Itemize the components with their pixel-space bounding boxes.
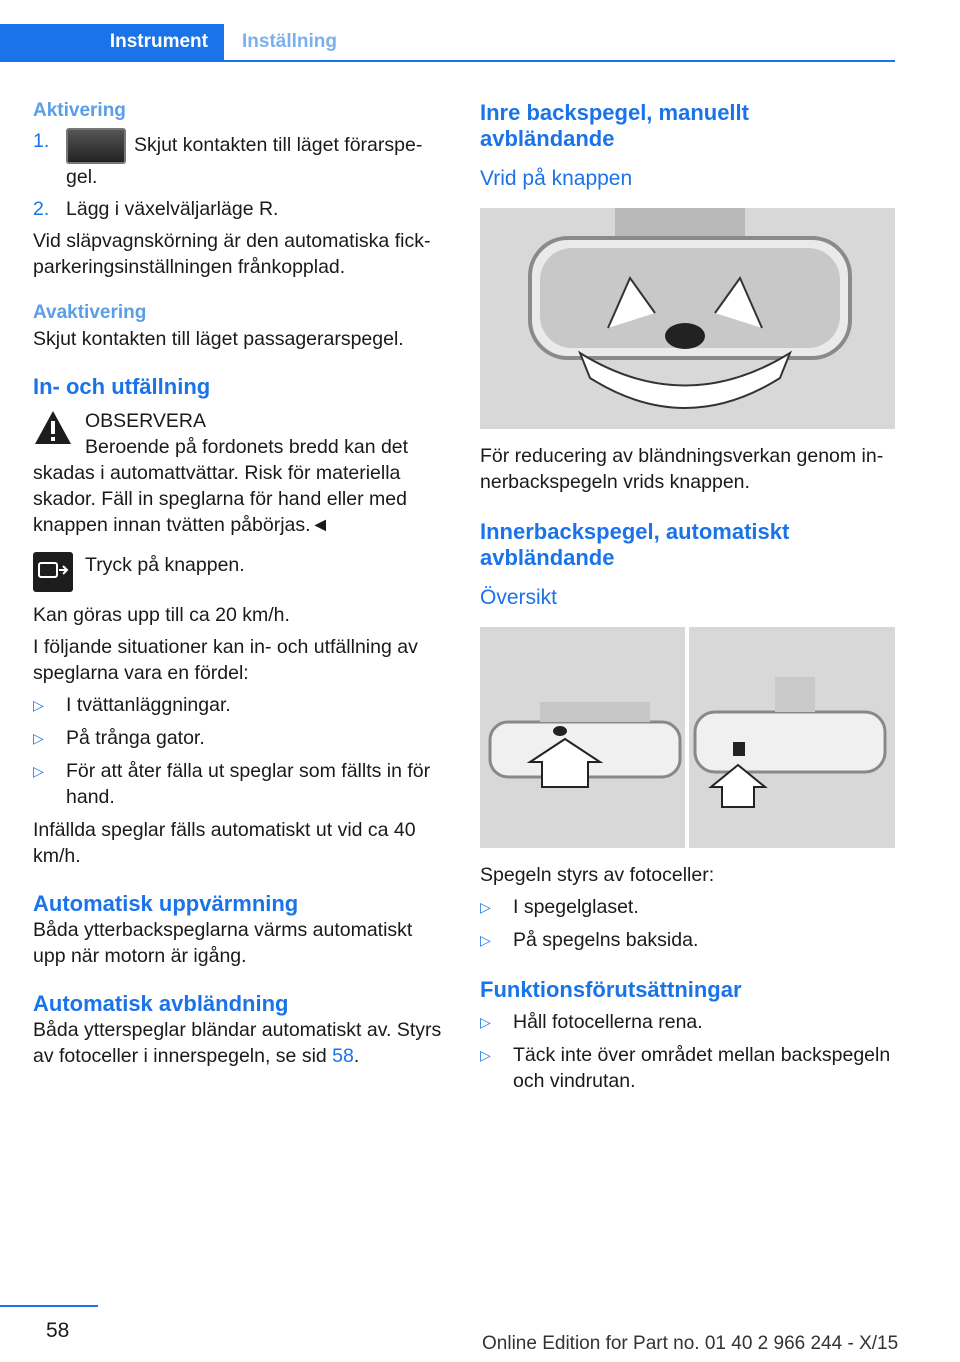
press-text: Tryck på knappen. — [85, 554, 245, 576]
speed-text: Kan göras upp till ca 20 km/h. — [33, 604, 290, 626]
online-edition-text: Online Edition for Part no. 01 40 2 966 244 - X/15 — [482, 1333, 899, 1354]
list-item: ▷ I tvättanläggningar. — [33, 694, 231, 716]
chapter-tabs — [0, 24, 895, 62]
step-number: 1. — [33, 130, 50, 152]
overview-heading: Översikt — [480, 586, 558, 609]
dimming-heading: Automatisk avbländning — [33, 991, 289, 1016]
step-1 — [33, 128, 443, 190]
avaktivering-heading: Avaktivering — [33, 302, 147, 323]
situations-text: I följande situationer kan in- och utfällning av speglarna vara en fördel: — [33, 636, 418, 684]
warning-title: OBSERVERA — [85, 410, 207, 432]
auto-fold-text: Infällda speglar fälls automatiskt ut vid ca 40 km/h. — [33, 819, 416, 867]
manual-dimming-heading: Inre backspegel, manuellt avbländande — [480, 100, 749, 151]
footer-rule — [0, 1305, 98, 1307]
warning-triangle-icon — [33, 408, 73, 448]
list-item: ▷ Täck inte över området mellan backspegeln och vindrutan. — [480, 1044, 891, 1092]
manual-mirror-image — [480, 208, 895, 429]
mirror-switch-icon — [66, 128, 126, 164]
auto-dimming-heading: Innerbackspegel, automatiskt avbländande — [480, 519, 790, 570]
trailer-note: Vid släpvagnskörning är den automatiska fickparkeringsinställningen frånkopplad. — [33, 230, 431, 278]
auto-mirror-image — [480, 627, 895, 848]
left-column — [33, 100, 443, 1069]
bullet-icon: ▷ — [480, 1047, 491, 1063]
step-number: 2. — [33, 198, 50, 220]
step-text: Lägg i växelväljarläge R. — [66, 198, 279, 220]
step-2 — [33, 196, 443, 222]
turn-heading: Vrid på knappen — [480, 167, 633, 190]
situations-list — [33, 692, 443, 810]
list-item: ▷ På spegelns baksida. — [480, 929, 699, 951]
heating-heading: Automatisk uppvärmning — [33, 891, 299, 916]
heating-text: Båda ytterbackspeglarna värms automatiskt upp när motorn är igång. — [33, 919, 413, 967]
prereq-list — [480, 1009, 900, 1094]
bullet-icon: ▷ — [480, 1014, 491, 1030]
list-item: ▷ I spegelglaset. — [480, 896, 639, 918]
list-item: ▷ Håll fotocellerna rena. — [480, 1011, 703, 1033]
page-number: 58 — [46, 1319, 70, 1342]
photocell-text: Spegeln styrs av fotoceller: — [480, 864, 715, 886]
turn-text: För reducering av bländningsverkan genom innerbackspegeln vrids knappen. — [480, 445, 884, 493]
aktivering-heading: Aktivering — [33, 100, 126, 121]
fold-heading: In- och utfällning — [33, 374, 211, 399]
bullet-icon: ▷ — [33, 697, 44, 713]
right-column — [480, 100, 900, 1101]
mirror-fold-button-icon — [33, 552, 73, 592]
bullet-icon: ▷ — [480, 932, 491, 948]
list-item: ▷ På trånga gator. — [33, 727, 205, 749]
tab-installning[interactable]: Inställning — [242, 31, 337, 52]
activation-steps — [33, 128, 443, 222]
tab-instrument[interactable]: Instrument — [0, 24, 224, 60]
bullet-icon: ▷ — [480, 899, 491, 915]
bullet-icon: ▷ — [33, 730, 44, 746]
list-item: ▷ För att åter fälla ut speglar som fällts in för hand. — [33, 760, 431, 808]
bullet-icon: ▷ — [33, 763, 44, 779]
page-link[interactable]: 58 — [332, 1045, 354, 1067]
press-block — [33, 552, 443, 592]
prereq-heading: Funktionsförutsättningar — [480, 977, 742, 1002]
dimming-text: Båda ytterspeglar bländar automatiskt av. Styrs av fotoceller i innerspegeln, se sid 58. — [33, 1019, 442, 1067]
step-text: Skjut kontakten till läget förarspegel. — [66, 134, 423, 188]
warning-text: Beroende på fordonets bredd kan det skadas i automattvättar. Risk för materiella skador. Fäll in speglarna för hand eller med knappen innan tvätten påbörjas.◄ — [33, 436, 409, 536]
avaktivering-text: Skjut kontakten till läget passagerarspegel. — [33, 328, 404, 350]
photocell-list — [480, 894, 900, 953]
